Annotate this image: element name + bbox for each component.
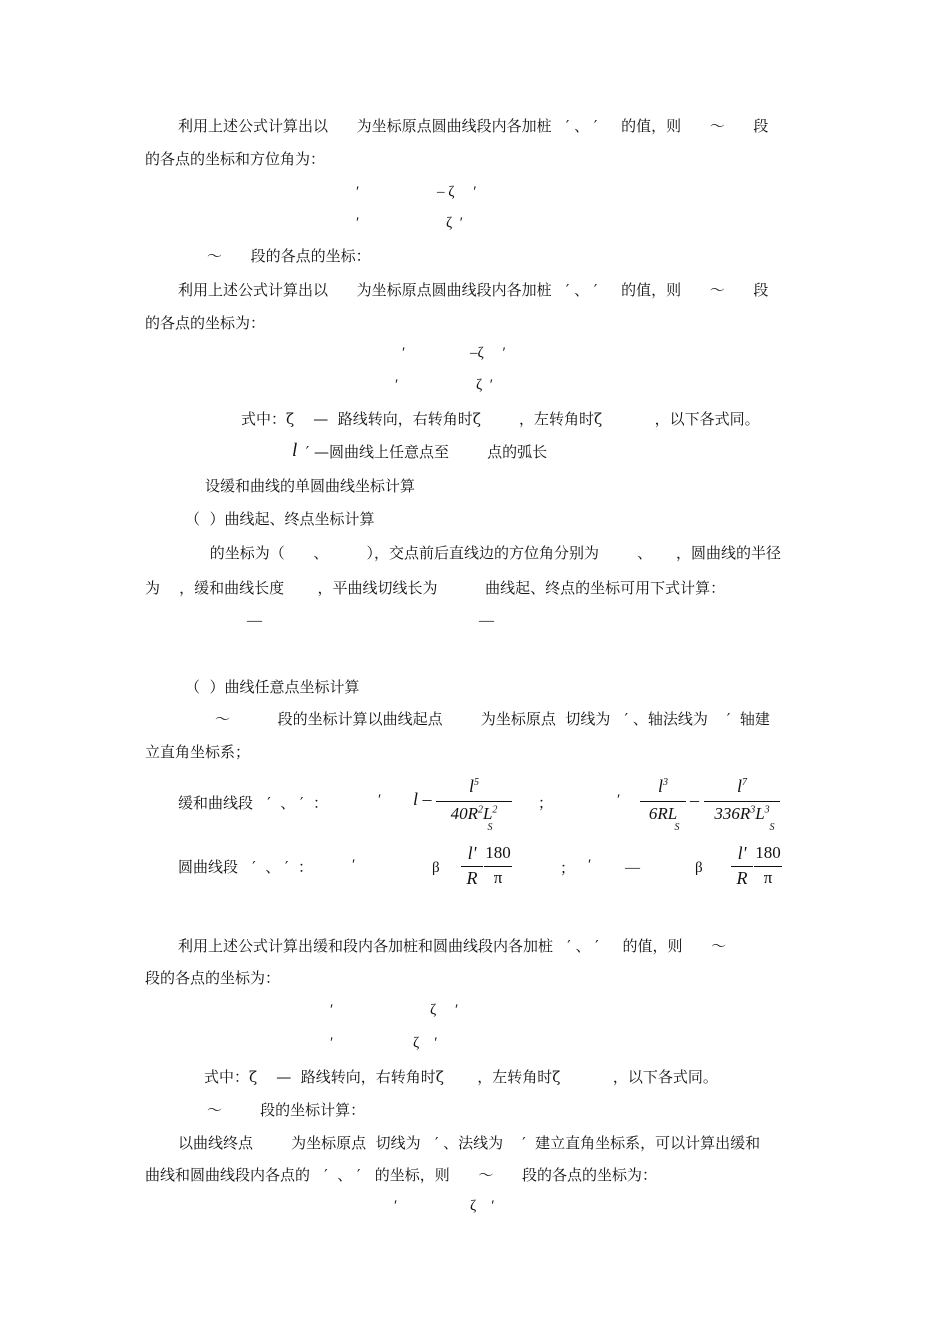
paragraph-line: 段的各点的坐标为： (145, 969, 281, 987)
paragraph-line: 曲线和圆曲线段内各点的 ′ 、 ′ 的坐标，则 ～ 段的各点的坐标为： (145, 1166, 657, 1184)
fraction-180-over-pi (754, 843, 782, 891)
formula-label: 缓和曲线段 ′ 、 ′ ： (178, 794, 328, 812)
section-heading: ～ 段的坐标计算： (207, 1101, 366, 1119)
fraction-l3 (640, 776, 686, 832)
equation: –ζ ′ (470, 345, 506, 361)
denominator: π (763, 868, 773, 887)
formula-note: ′ —圆曲线上任意点至 点的弧长 (301, 443, 548, 461)
paragraph-line: 以曲线终点 为坐标原点 切线为 ′ 、法线为 ′ 建立直角坐标系，可以计算出缓和 (178, 1134, 761, 1152)
symbol-l: l (292, 440, 298, 461)
dash: — (247, 613, 262, 629)
subsection-title: （ ）曲线起、终点坐标计算 (185, 510, 375, 528)
numerator: l' (467, 843, 477, 863)
numerator: l (736, 776, 742, 796)
denominator: R (466, 868, 478, 888)
subscript: S (769, 822, 775, 833)
equation-prime: ′ (378, 792, 382, 808)
beta-symbol: β (695, 860, 703, 876)
equation: ζ ′ (430, 1002, 459, 1018)
semicolon: ； (538, 796, 554, 812)
numerator: 180 (485, 843, 511, 862)
numerator: l (468, 776, 474, 796)
denominator-L: L (755, 804, 765, 823)
fraction-bar (704, 801, 780, 802)
formula-note: 式中：ζ — 路线转向，右转角时ζ ，左转角时ζ ，以下各式同。 (204, 1068, 718, 1086)
equation: – ζ ′ (437, 184, 477, 200)
exponent: 2 (477, 804, 483, 816)
paragraph-line: 利用上述公式计算出以 为坐标原点圆曲线段内各加桩 ′ 、 ′ 的值，则 ～ 段 (178, 281, 769, 299)
equation-prime: ′ (394, 1198, 398, 1214)
paragraph-line: 的各点的坐标为： (145, 314, 266, 332)
exponent: 3 (750, 804, 756, 816)
paragraph-line: ～ 段的坐标计算以曲线起点 为坐标原点 切线为 ′ 、轴法线为 ′ 轴建 (215, 710, 770, 728)
equation: ζ ′ (446, 215, 463, 231)
equation-prime: ′ (352, 857, 356, 873)
beta-symbol: β (432, 860, 440, 876)
fraction-bar (461, 866, 483, 867)
equation-prime: ′ (356, 215, 360, 231)
equation-prime: ′ (395, 377, 399, 393)
denominator: 336R (714, 804, 751, 823)
denominator: π (493, 868, 503, 887)
equation-prime: ′ (588, 857, 592, 873)
paragraph-line: 的各点的坐标和方位角为： (145, 150, 326, 168)
equation-term: l – (413, 789, 432, 809)
exponent: 5 (474, 777, 479, 788)
subscript: S (487, 822, 493, 833)
paragraph-line: 利用上述公式计算出缓和段内各加桩和圆曲线段内各加桩 ′ 、 ′ 的值，则 ～ (178, 937, 727, 955)
numerator: l (657, 776, 663, 796)
fraction-bar (436, 801, 512, 802)
exponent: 3 (764, 804, 770, 816)
paragraph-line: 的坐标为（ 、 ），交点前后直线边的方位角分别为 、 ，圆曲线的半径 (205, 544, 782, 562)
formula-label: 圆曲线段 ′ 、 ′ ： (178, 858, 313, 876)
fraction-l7 (704, 776, 780, 832)
numerator: 180 (755, 843, 781, 862)
fraction-bar (484, 866, 512, 867)
semicolon: ； (560, 861, 576, 877)
fraction-180-over-pi (484, 843, 512, 891)
dash: — (625, 860, 640, 876)
equation-prime: ′ (617, 792, 621, 808)
denominator: 6RL (648, 804, 678, 823)
equation: ζ ′ (470, 1198, 495, 1214)
equation-prime: ′ (330, 1002, 334, 1018)
formula-note: 式中：ζ — 路线转向，右转角时ζ ，左转角时ζ ，以下各式同。 (241, 410, 760, 428)
equation-prime: ′ (330, 1035, 334, 1051)
subscript: S (674, 822, 680, 833)
section-heading: ～ 段的各点的坐标： (207, 247, 371, 265)
denominator: 40R (450, 804, 478, 823)
subsection-title: （ ）曲线任意点坐标计算 (185, 678, 360, 696)
fraction-bar (640, 801, 686, 802)
denominator-L: L (482, 804, 493, 823)
paragraph-line: 立直角坐标系； (145, 743, 251, 761)
exponent: 7 (742, 777, 747, 788)
equation: ζ ′ (413, 1035, 438, 1051)
fraction-bar (754, 866, 782, 867)
equation-prime: ′ (402, 345, 406, 361)
section-title: 设缓和曲线的单圆曲线坐标计算 (205, 477, 416, 495)
minus-sign: – (690, 790, 699, 810)
fraction-l5 (436, 776, 512, 832)
equation: ζ ′ (476, 377, 493, 393)
paragraph-line: 利用上述公式计算出以 为坐标原点圆曲线段内各加桩 ′ 、 ′ 的值，则 ～ 段 (178, 117, 769, 135)
paragraph-line: 为 ，缓和曲线长度 ，平曲线切线长为 曲线起、终点的坐标可用下式计算： (145, 579, 726, 597)
numerator: l' (737, 843, 747, 863)
fraction-l-over-r (461, 843, 483, 891)
fraction-bar (731, 866, 753, 867)
denominator: R (736, 868, 748, 888)
equation-prime: ′ (356, 184, 360, 200)
fraction-l-over-r (731, 843, 753, 891)
dash: — (479, 613, 494, 629)
exponent: 2 (492, 804, 498, 816)
exponent: 3 (663, 777, 668, 788)
